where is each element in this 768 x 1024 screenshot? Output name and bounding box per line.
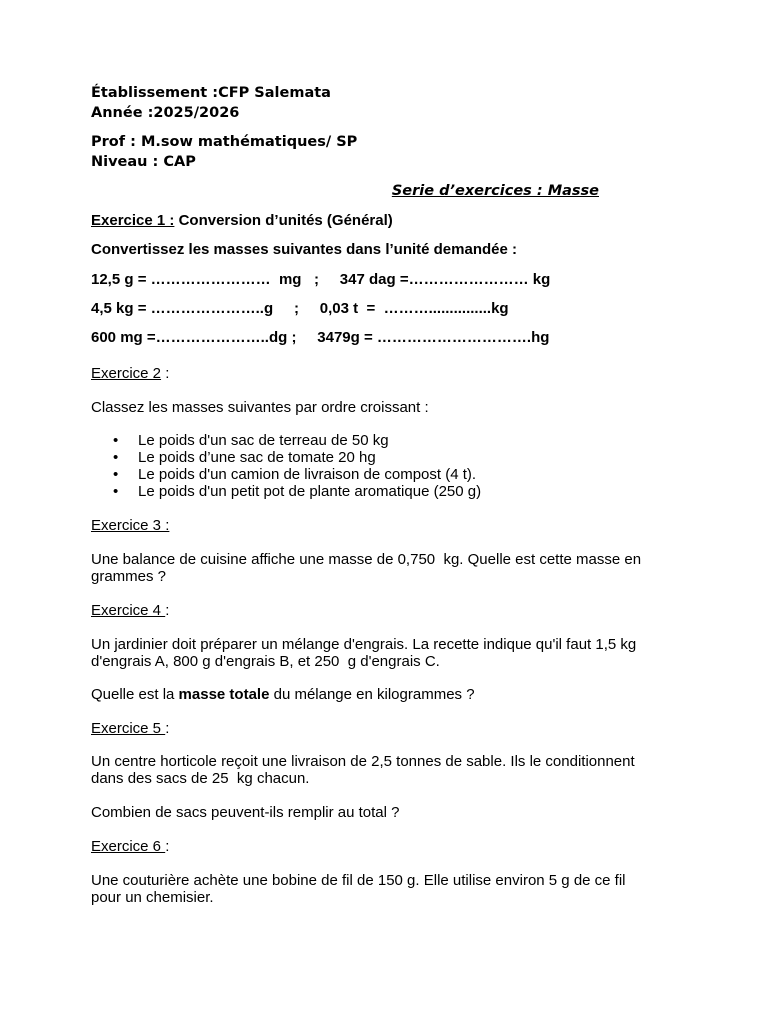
exercise-4-line-2: d'engrais A, 800 g d'engrais B, et 250 g d'engrais C. (91, 653, 440, 670)
document-title: Serie d’exercices : Masse (391, 183, 599, 199)
exercise-3-line-2: grammes ? (91, 568, 167, 585)
list-item (91, 449, 481, 466)
prof-line: Prof : M.sow mathématiques/ SP (91, 134, 358, 150)
exercise-3-label: Exercice 3 : (91, 517, 170, 534)
exercise-6-heading (91, 838, 169, 855)
exercise-4-question-pre: Quelle est la (91, 686, 179, 703)
annee-line: Année :2025/2026 (91, 105, 240, 121)
list-item (91, 483, 481, 500)
exercise-1-row-1: 12,5 g = …………………… mg ; 347 dag =…………………… kg (91, 271, 551, 288)
exercise-2-suffix: : (161, 365, 170, 382)
list-item (91, 466, 481, 483)
exercise-5-label: Exercice 5 (91, 720, 166, 737)
exercise-1-row-3: 600 mg =…………………..dg ; 3479g = ………………………….hg (91, 329, 550, 346)
exercise-4-heading (91, 602, 169, 619)
exercise-1-subtitle: Conversion d’unités (Général) (174, 212, 393, 229)
exercise-6-suffix: : (165, 838, 170, 855)
exercise-1-instruction: Convertissez les masses suivantes dans l’unité demandée : (91, 241, 518, 258)
niveau-line: Niveau : CAP (91, 154, 196, 170)
list-item-text: Le poids d’une sac de tomate 20 hg (138, 449, 376, 466)
list-item-text: Le poids d'un petit pot de plante aromatique (250 g) (138, 483, 482, 500)
exercise-5-question: Combien de sacs peuvent-ils remplir au total ? (91, 804, 400, 821)
exercise-2-list (91, 432, 481, 500)
exercise-6-label: Exercice 6 (91, 838, 166, 855)
exercise-6-line-1: Une couturière achète une bobine de fil de 150 g. Elle utilise environ 5 g de ce fil (91, 872, 626, 889)
exercise-1-label: Exercice 1 : (91, 212, 175, 229)
bullet-icon: • (113, 466, 119, 483)
exercise-2-instruction: Classez les masses suivantes par ordre croissant : (91, 399, 429, 416)
exercise-5-suffix: : (165, 720, 170, 737)
exercise-1-heading (91, 212, 393, 229)
list-item (91, 432, 481, 449)
exercise-4-line-1: Un jardinier doit préparer un mélange d'engrais. La recette indique qu'il faut 1,5 kg (91, 636, 637, 653)
exercise-5-line-2: dans des sacs de 25 kg chacun. (91, 770, 310, 787)
exercise-4-question-bold: masse totale (178, 686, 270, 703)
bullet-icon: • (113, 449, 119, 466)
exercise-1-row-2: 4,5 kg = …………………..g ; 0,03 t = ………...............kg (91, 300, 509, 317)
exercise-5-heading (91, 720, 169, 737)
exercise-2-heading (91, 365, 169, 382)
exercise-5-line-1: Un centre horticole reçoit une livraison de 2,5 tonnes de sable. Ils le conditionnent (91, 753, 635, 770)
exercise-4-question-post: du mélange en kilogrammes ? (269, 686, 475, 703)
exercise-4-question (91, 686, 475, 703)
etablissement-line: Établissement :CFP Salemata (91, 85, 331, 101)
exercise-4-suffix: : (165, 602, 170, 619)
bullet-icon: • (113, 432, 119, 449)
list-item-text: Le poids d'un sac de terreau de 50 kg (138, 432, 389, 449)
bullet-icon: • (113, 483, 119, 500)
exercise-6-line-2: pour un chemisier. (91, 889, 214, 906)
list-item-text: Le poids d'un camion de livraison de compost (4 t). (138, 466, 477, 483)
exercise-4-label: Exercice 4 (91, 602, 166, 619)
exercise-2-label: Exercice 2 (91, 365, 162, 382)
exercise-3-line-1: Une balance de cuisine affiche une masse de 0,750 kg. Quelle est cette masse en (91, 551, 642, 568)
